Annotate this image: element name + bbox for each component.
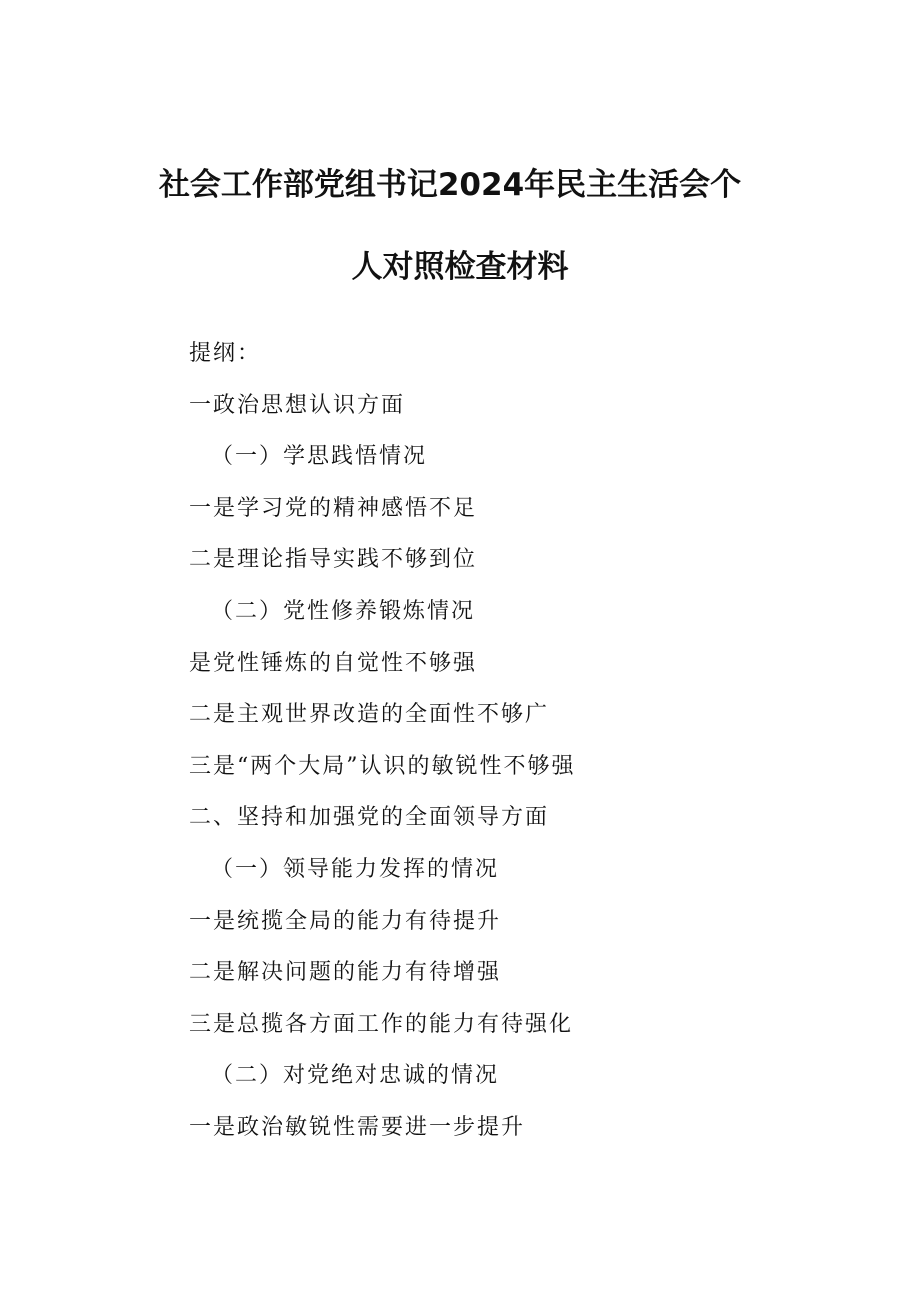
outline-heading: 提纲： [189,341,262,366]
outline-point: 一是学习党的精神感悟不足 [189,495,478,521]
outline-point: 二是主观世界改造的全面性不够广 [189,702,550,728]
outline-subsection: （二）对党绝对忠诚的情况 [211,1063,500,1089]
outline-point: 二是理论指导实践不够到位 [189,547,478,573]
outline-list [189,336,829,1162]
outline-point: 二是解决问题的能力有待增强 [189,960,502,986]
outline-section: 一政治思想认识方面 [189,392,406,418]
outline-point: 一是政治敏锐性需要进一步提升 [189,1114,526,1140]
document-title-line-2: 人对照检查材料 [351,249,569,285]
outline-point: 一是统揽全局的能力有待提升 [189,908,502,934]
outline-section: 二、坚持和加强党的全面领导方面 [189,805,550,831]
outline-point: 是党性锤炼的自觉性不够强 [189,650,478,676]
outline-point: 三是“两个大局”认识的敏锐性不够强 [189,753,576,779]
outline-subsection: （一）领导能力发挥的情况 [211,856,500,882]
outline-point: 三是总揽各方面工作的能力有待强化 [189,1011,574,1037]
document-title-line-1: 社会工作部党组书记2024年民主生活会个 [158,167,742,203]
outline-subsection: （二）党性修养锻炼情况 [211,598,476,624]
outline-subsection: （一）学思践悟情况 [211,444,428,470]
